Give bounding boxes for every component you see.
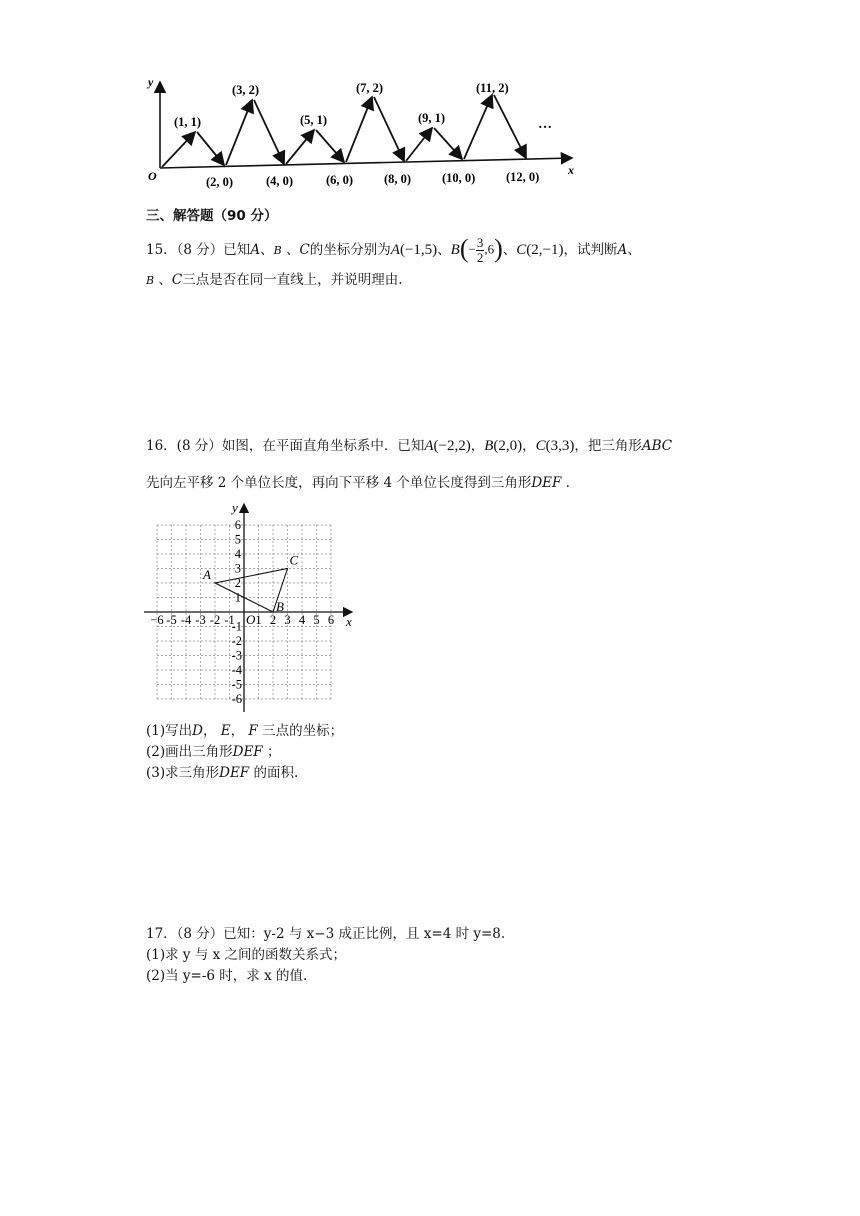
zig-ellipsis: …: [538, 117, 552, 132]
q15-text-3: 三点是否在同一直线上，并说明理由.: [182, 272, 403, 288]
zig-seg-11: [464, 95, 492, 159]
q16-line-1: 16．(8 分）如图，在平面直角坐标系中．已知A(−2,2)，B(2,0)，C(3,3)，把三角形ABC: [146, 438, 673, 454]
grid-y-tick-label: 1: [234, 590, 241, 605]
zig-peak-label: (5, 1): [300, 113, 328, 127]
zig-peak-label: (7, 2): [356, 81, 384, 95]
zig-seg-5: [286, 130, 314, 164]
grid-y-tick-label: 3: [234, 561, 241, 576]
grid-x-tick-label: -4: [180, 613, 192, 627]
zig-peak-label: (9, 1): [418, 111, 446, 125]
section-title: 三、解答题（90 分）: [146, 208, 278, 224]
q16-text-1: ，把三角形: [574, 438, 642, 454]
vertex-label-c: C: [289, 552, 299, 568]
zig-peak-label: (1, 1): [174, 115, 202, 129]
grid-y-tick-label: 6: [234, 518, 241, 532]
zig-seg-2: [197, 132, 224, 165]
zig-peak-labels: [174, 81, 509, 129]
q15-line-2: B 、C三点是否在同一直线上，并说明理由.: [146, 272, 403, 288]
grid-x-tick-label: 2: [269, 613, 277, 627]
zig-path: [162, 95, 526, 167]
grid-x-tick-label: 5: [313, 613, 320, 627]
q16-text-2: 先向左平移 2 个单位长度，再向下平移 4 个单位长度得到三角形: [146, 475, 532, 491]
q15-text-2: ，试判断: [563, 242, 618, 258]
grid-y-tick-label: -5: [231, 677, 242, 692]
grid-y-tick-label: -4: [231, 663, 242, 677]
zig-seg-7: [346, 97, 372, 162]
grid-x-label: x: [346, 614, 352, 629]
q17-line-2: (1)求 y 与 x 之间的函数关系式；: [146, 947, 347, 963]
q16-coordinate-grid: [140, 500, 365, 715]
grid-y-label: y: [232, 500, 238, 515]
zig-base-label: (6, 0): [326, 173, 354, 187]
grid-x-tick-label: -3: [195, 613, 206, 627]
zig-seg-8: [374, 97, 404, 161]
grid-y-tick-label: -6: [231, 692, 242, 706]
grid-x-tick-label: -2: [209, 613, 221, 627]
grid-y-tick-label: 5: [234, 532, 241, 547]
zig-base-label: (10, 0): [442, 171, 476, 185]
grid-x-tick-label: 4: [298, 613, 306, 627]
zig-seg-3: [226, 100, 252, 165]
q16-part-2: (2)画出三角形DEF ；: [146, 744, 281, 760]
grid-y-tick-label: 2: [234, 576, 241, 590]
q16-part-3: (3)求三角形DEF 的面积.: [146, 765, 299, 781]
grid-x-tick-label: −6: [150, 613, 164, 627]
zig-seg-4: [254, 100, 284, 164]
grid-x-tick-label: 1: [255, 613, 262, 627]
zig-peak-label: (11, 2): [476, 81, 509, 95]
q16-part-1: (1)写出D， E， F 三点的坐标；: [146, 723, 344, 739]
grid-y-tick-label: 4: [234, 547, 241, 561]
zig-base-label: (8, 0): [384, 172, 412, 186]
zig-peak-label: (3, 2): [232, 83, 260, 97]
zig-base-labels: [206, 170, 539, 189]
zig-seg-1: [162, 132, 195, 167]
q16-number: 16．(8 分）如图，在平面直角坐标系中．已知: [146, 438, 425, 454]
grid-x-tick-label: -5: [166, 613, 177, 627]
vertex-label-a: A: [203, 567, 211, 582]
q15-text-1: 的坐标分别为: [309, 242, 391, 258]
q16-line-2: 先向左平移 2 个单位长度，再向下平移 4 个单位长度得到三角形DEF .: [146, 475, 570, 491]
q15-number: 15．（8 分）已知: [146, 242, 251, 258]
zig-base-label: (2, 0): [206, 175, 234, 189]
zigzag-figure: [140, 70, 590, 195]
zig-base-label: (12, 0): [506, 170, 540, 184]
zig-seg-9: [406, 128, 432, 161]
zig-y-label: y: [148, 75, 154, 89]
zig-seg-6: [316, 130, 344, 162]
zig-origin: O: [148, 169, 157, 183]
q17-line-3: (2)当 y=-6 时，求 x 的值.: [146, 968, 308, 984]
zig-seg-12: [494, 95, 526, 158]
grid-y-tick-label: -2: [231, 634, 242, 648]
grid-origin: O: [246, 612, 256, 627]
grid-x-tick-label: 3: [284, 613, 291, 627]
vertex-label-b: B: [276, 599, 284, 614]
zig-base-label: (4, 0): [266, 174, 294, 188]
q15-line-1: 15．（8 分）已知A、B 、C的坐标分别为A(−1,5)、B(− $\frac{3}{2}$ ,6)、C(2,−1)，试判断A、: [146, 234, 641, 266]
grid-x-tick-label: -1: [224, 613, 235, 627]
grid-y-tick-label: -1: [231, 619, 242, 634]
grid-x-tick-label: 6: [327, 613, 335, 627]
zig-x-label: x: [568, 163, 574, 177]
q17-line-1: 17．（8 分）已知：y-2 与 x−3 成正比例，且 x=4 时 y=8.: [146, 926, 506, 942]
grid-y-tick-label: -3: [231, 648, 242, 663]
zig-seg-10: [434, 128, 462, 159]
